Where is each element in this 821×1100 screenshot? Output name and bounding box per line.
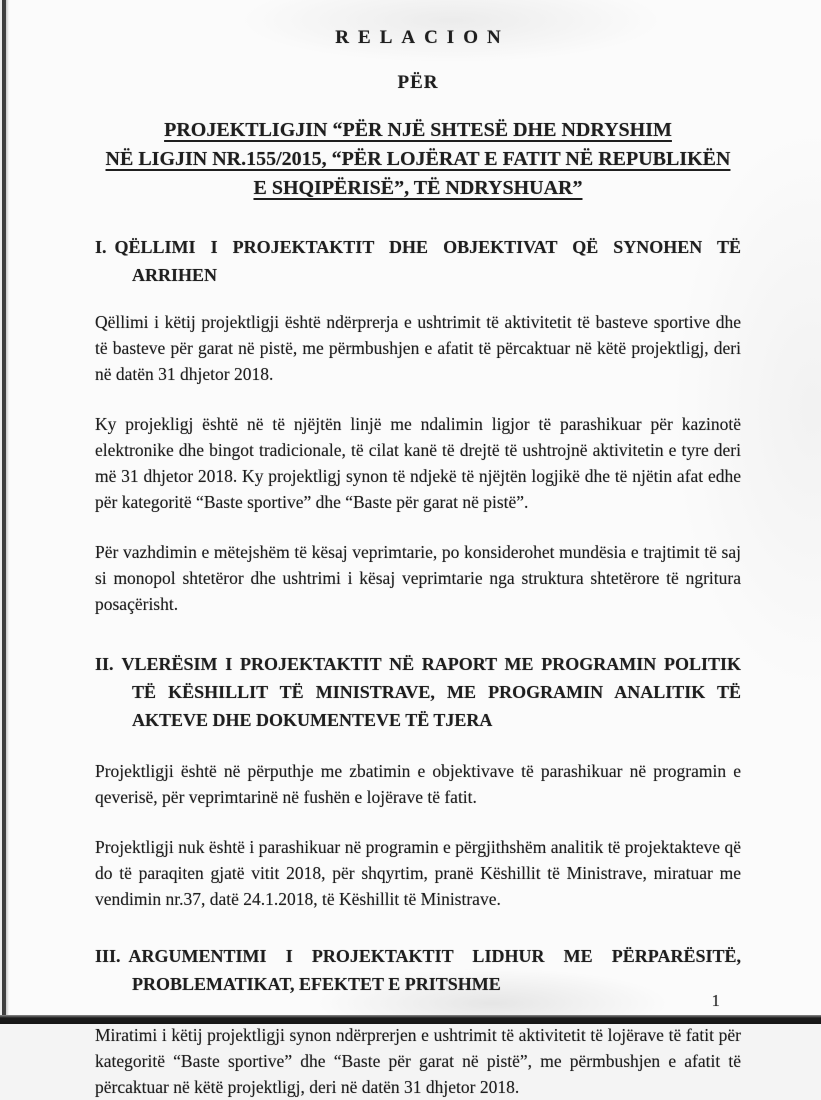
paragraph: Projektligji nuk është i parashikuar në programin e përgjithshëm analitik të projektakteve që do të paraqiten gjatë vitit 2018, për shqyrtim, pranë Këshillit të Ministrave, miratuar me vendimin nr.37, datë 24.1.2018, të Këshillit të Ministrave.	[95, 837, 741, 909]
section-heading-text: ARGUMENTIMI I PROJEKTAKTIT LIDHUR ME PËRPARËSITË, PROBLEMATIKAT, EFEKTET E PRITSHME	[128, 946, 741, 994]
page-content	[95, 0, 741, 1100]
paragraph: Projektligji është në përputhje me zbatimin e objektivave të parashikuar në programin e qeverisë, për veprimtarinë në fushën e lojërave të fatit.	[95, 761, 741, 807]
scan-bottom-edge	[0, 1015, 821, 1024]
paragraph: Për vazhdimin e mëtejshëm të kësaj veprimtarie, po konsiderohet mundësia e trajtimit të saj si monopol shtetëror dhe ushtrimi i kësaj veprimtarie nga struktura shtetërore të ngritura posaçërisht.	[95, 542, 741, 614]
paragraph: Miratimi i këtij projektligji synon ndërprerjen e ushtrimit të aktivitetit të lojërave të fatit për kategoritë “Baste sportive” dhe “Baste për garat në pistë”, me përmbushjen e afatit të përcaktuar në këtë projektligj, deri në datën 31 dhjetor 2018.	[95, 1025, 741, 1097]
section-number: III.	[95, 946, 121, 966]
page-number: 1	[711, 991, 720, 1010]
section-heading-1	[95, 233, 741, 289]
paragraph: Qëllimi i këtij projektligji është ndërprerja e ushtrimit të aktivitetit të basteve sportive dhe të basteve për garat në pistë, me përmbushjen e afatit të përcaktuar në këtë projektligj, deri në datën 31 dhjetor 2018.	[95, 312, 741, 384]
section-heading-3	[95, 942, 741, 998]
section-number: I.	[95, 237, 107, 257]
scan-left-edge	[0, 0, 9, 1024]
law-title	[95, 116, 741, 203]
section-heading-text: VLERËSIM I PROJEKTAKTIT NË RAPORT ME PROGRAMIN POLITIK TË KËSHILLIT TË MINISTRAVE, ME PROGRAMIN ANALITIK TË AKTEVE DHE DOKUMENTEVE TË TJERA	[121, 654, 741, 730]
section-number: II.	[95, 654, 114, 674]
document-title: RELACION	[335, 27, 510, 48]
section-heading-2	[95, 650, 741, 734]
paragraph: Ky projekligj është në të njëjtën linjë me ndalimin ligjor të parashikuar për kazinotë elektronike dhe bingot tradicionale, të cilat kanë të drejtë të ushtrojnë aktivitetin e tyre deri më 31 dhjetor 2018. Ky projektligj synon të ndjekë të njëjtën logjikë dhe të njëtin afat edhe për kategoritë “Baste sportive” dhe “Baste për garat në pistë”.	[95, 414, 741, 512]
law-title-line: PROJEKTLIGJIN “PËR NJË SHTESË DHE NDRYSHIM	[164, 119, 672, 141]
law-title-line: NË LIGJIN NR.155/2015, “PËR LOJËRAT E FATIT NË REPUBLIKËN	[105, 148, 731, 170]
law-title-line: E SHQIPËRISË”, TË NDRYSHUAR”	[253, 177, 583, 199]
document-subtitle: PËR	[397, 72, 439, 93]
section-heading-text: QËLLIMI I PROJEKTAKTIT DHE OBJEKTIVAT QË SYNOHEN TË ARRIHEN	[114, 237, 741, 285]
